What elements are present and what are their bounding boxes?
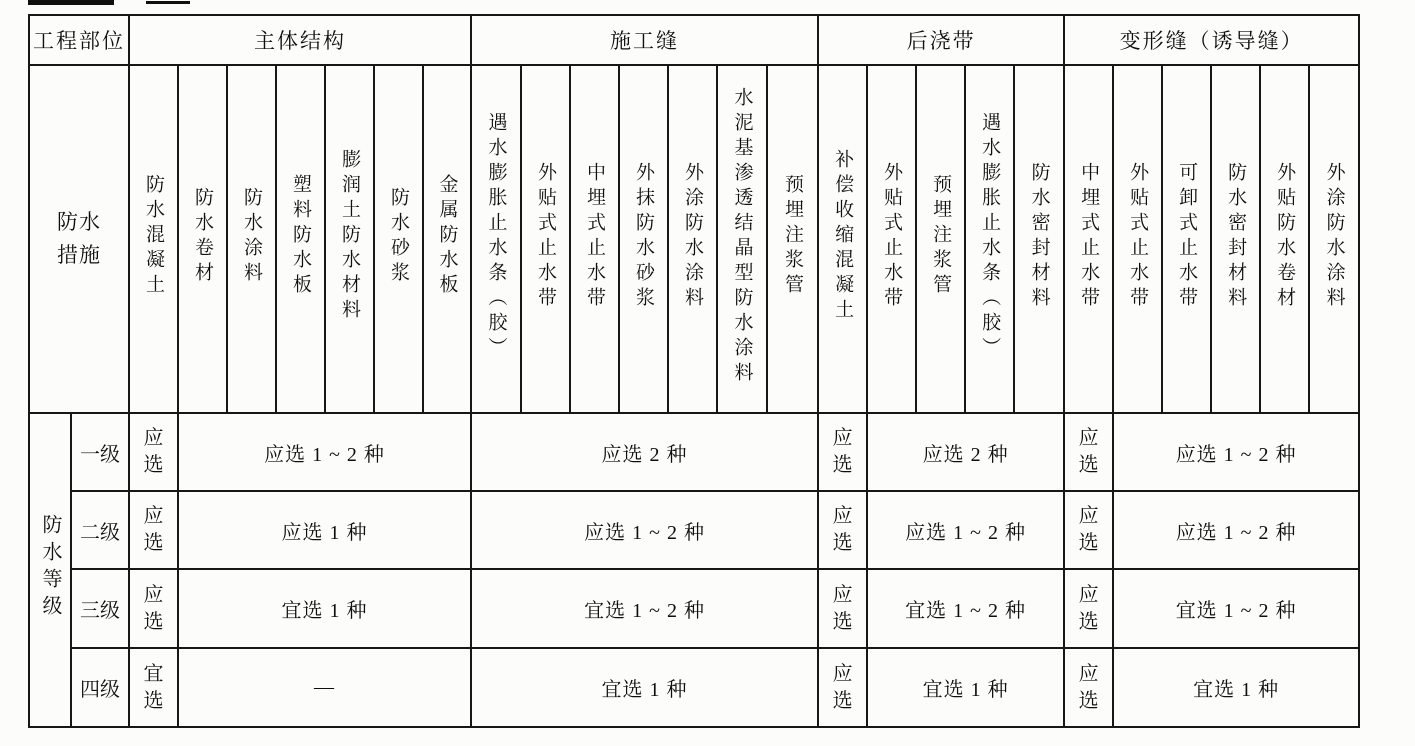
material-column-header: 膨润土防水材料 bbox=[325, 65, 374, 413]
material-column-header: 防水砂浆 bbox=[374, 65, 423, 413]
scan-artifact-mark bbox=[146, 1, 190, 4]
material-column-header: 外贴式止水带 bbox=[867, 65, 916, 413]
requirement-cell: 应选 1 ~ 2 种 bbox=[178, 413, 471, 491]
requirement-cell: — bbox=[178, 648, 471, 727]
requirement-cell-highlighted: 应选 1 ~ 2 种 bbox=[867, 491, 1064, 569]
material-column-header: 防水涂料 bbox=[227, 65, 276, 413]
material-column-header: 防水密封材料 bbox=[1211, 65, 1260, 413]
requirement-cell-highlighted: 应选 bbox=[129, 491, 178, 569]
material-column-header: 可卸式止水带 bbox=[1162, 65, 1211, 413]
section-header-construction-joint: 施工缝 bbox=[471, 15, 818, 65]
material-column-header: 外贴式止水带 bbox=[521, 65, 570, 413]
material-column-header: 水泥基渗透结晶型防水涂料 bbox=[717, 65, 767, 413]
requirement-cell: 应选 bbox=[1064, 648, 1113, 727]
material-column-header: 外涂防水涂料 bbox=[1309, 65, 1359, 413]
material-column-header: 遇水膨胀止水条（胶） bbox=[471, 65, 521, 413]
material-column-header: 补偿收缩混凝土 bbox=[818, 65, 867, 413]
requirement-cell: 应选 bbox=[129, 413, 178, 491]
material-column-header: 防水卷材 bbox=[178, 65, 227, 413]
section-header-main-structure: 主体结构 bbox=[129, 15, 471, 65]
material-column-header: 遇水膨胀止水条（胶） bbox=[965, 65, 1014, 413]
requirement-cell: 应选 bbox=[818, 413, 867, 491]
requirement-cell: 宜选 1 ~ 2 种 bbox=[867, 569, 1064, 648]
requirement-cell-highlighted: 应选 bbox=[818, 491, 867, 569]
requirement-cell: 应选 bbox=[818, 569, 867, 648]
requirement-cell: 宜选 1 ~ 2 种 bbox=[471, 569, 818, 648]
material-column-header: 外贴防水卷材 bbox=[1260, 65, 1309, 413]
requirement-cell: 宜选 1 种 bbox=[867, 648, 1064, 727]
requirement-cell: 应选 1 ~ 2 种 bbox=[1113, 413, 1359, 491]
requirement-cell: 宜选 1 ~ 2 种 bbox=[1113, 569, 1359, 648]
requirement-cell-highlighted: 应选 1 ~ 2 种 bbox=[471, 491, 818, 569]
scan-artifact-mark bbox=[28, 0, 114, 5]
section-header-deformation-joint: 变形缝（诱导缝） bbox=[1064, 15, 1359, 65]
requirement-cell: 宜选 1 种 bbox=[471, 648, 818, 727]
grade-row-label: 一级 bbox=[71, 413, 129, 491]
grade-row-label: 四级 bbox=[71, 648, 129, 727]
material-column-header: 金属防水板 bbox=[423, 65, 471, 413]
material-column-header: 预埋注浆管 bbox=[767, 65, 818, 413]
requirement-cell: 应选 bbox=[1064, 569, 1113, 648]
material-column-header: 防水混凝土 bbox=[129, 65, 178, 413]
material-column-header: 外抹防水砂浆 bbox=[619, 65, 668, 413]
material-column-header: 预埋注浆管 bbox=[916, 65, 965, 413]
corner-waterproof-measures: 防水措施 bbox=[29, 65, 129, 413]
material-column-header: 外涂防水涂料 bbox=[668, 65, 717, 413]
material-column-header: 中埋式止水带 bbox=[570, 65, 619, 413]
grade-row-label: 三级 bbox=[71, 569, 129, 648]
corner-engineering-part: 工程部位 bbox=[29, 15, 129, 65]
material-column-header: 塑料防水板 bbox=[276, 65, 325, 413]
requirement-cell: 应选 2 种 bbox=[471, 413, 818, 491]
waterproofing-measures-table bbox=[28, 14, 1360, 728]
requirement-cell-highlighted: 应选 1 种 bbox=[178, 491, 471, 569]
requirement-cell: 宜选 1 种 bbox=[1113, 648, 1359, 727]
grade-row-label: 二级 bbox=[71, 491, 129, 569]
requirement-cell: 宜选 bbox=[129, 648, 178, 727]
material-column-header: 防水密封材料 bbox=[1014, 65, 1064, 413]
grade-axis-header: 防水等级 bbox=[29, 413, 71, 727]
requirement-cell: 宜选 1 种 bbox=[178, 569, 471, 648]
requirement-cell: 应选 bbox=[129, 569, 178, 648]
material-column-header: 中埋式止水带 bbox=[1064, 65, 1113, 413]
requirement-cell: 应选 bbox=[1064, 413, 1113, 491]
material-column-header: 外贴式止水带 bbox=[1113, 65, 1162, 413]
requirement-cell-highlighted: 应选 bbox=[1064, 491, 1113, 569]
requirement-cell: 应选 bbox=[818, 648, 867, 727]
requirement-cell: 应选 2 种 bbox=[867, 413, 1064, 491]
section-header-post-cast-strip: 后浇带 bbox=[818, 15, 1064, 65]
requirement-cell-highlighted: 应选 1 ~ 2 种 bbox=[1113, 491, 1359, 569]
